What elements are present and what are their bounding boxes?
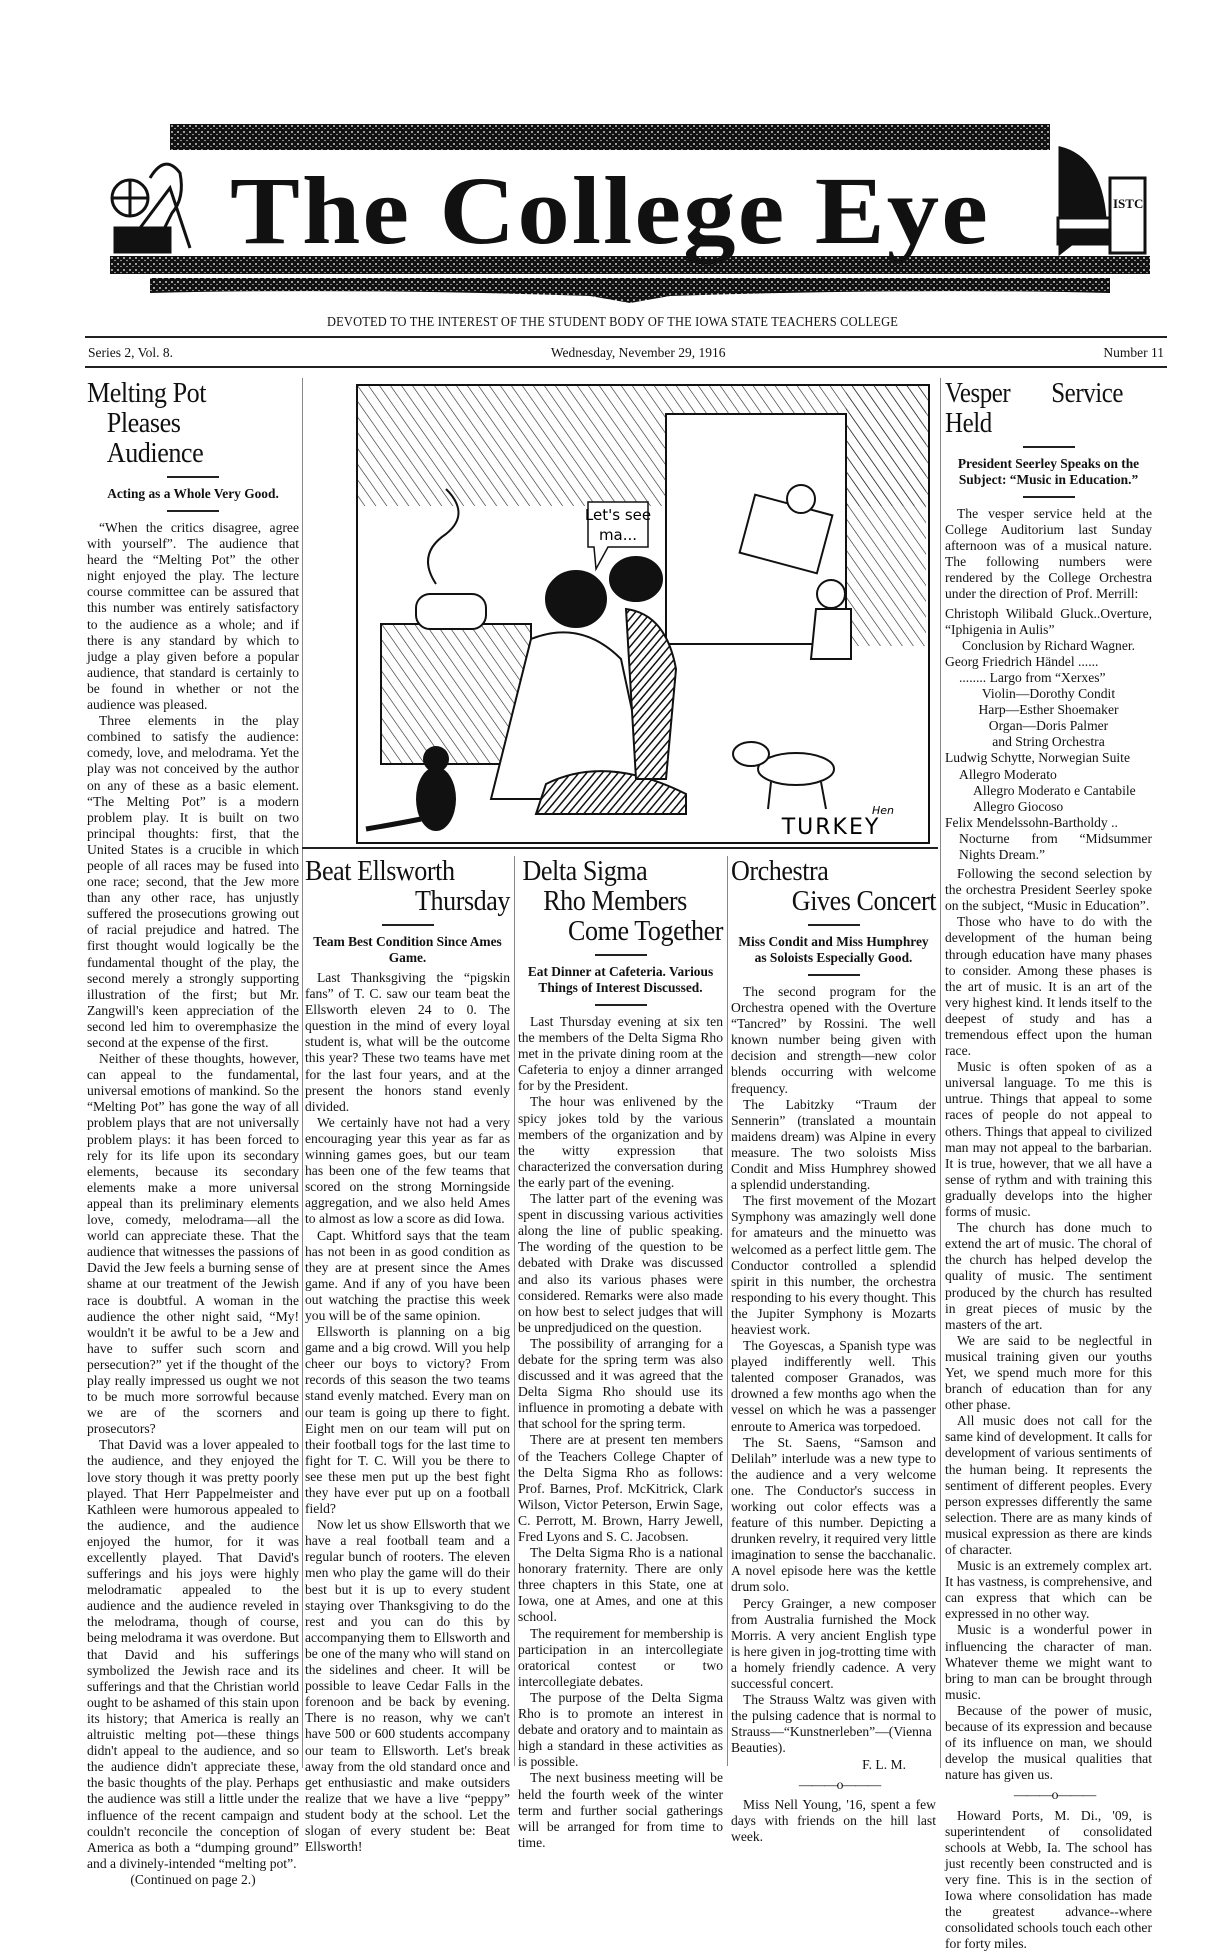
paragraph: The second program for the Orchestra opened with the Overture “Tancred” by Rossini. The well known number being given with decision and strength—new color blends occurring with welcome frequency. — [731, 984, 936, 1097]
news-note: Miss Nell Young, '16, spent a few days with friends on the hill last week. — [731, 1797, 936, 1845]
paragraph: Percy Grainger, a new composer from Australia furnished the Mock Morris. A very ancient English type is here given in jog-trotting time with a homely friendly cadence. A very successful concert. — [731, 1596, 936, 1693]
divider — [167, 510, 219, 512]
article-deck: Miss Condit and Miss Humphrey as Soloists Especially Good. — [731, 934, 936, 966]
paragraph: All music does not call for the same kind of development. It calls for development of various sentiments of the human being. It represents the sentiment of different peoples. Every person expresses differently the same selection. There are as many kinds of musical expression as there are kinds of character. — [945, 1413, 1152, 1558]
article-melting-pot — [87, 378, 299, 1888]
paragraph: “When the critics disagree, agree with yourself”. The audience that heard the “Melting Pot” the other night enjoyed the play. The lecture course committee can be assured that this number was entirely satisfactory to the audience as a whole; and if there is any standard by which to judge a play given before a popular audience, that standard is certainly to be found in whether or not the audience was pleased. — [87, 520, 299, 713]
headline-line: Gives Concert — [752, 886, 937, 916]
program-line: Allegro Moderato e Cantabile — [945, 783, 1152, 799]
news-note: Howard Ports, M. Di., '09, is superintendent of consolidated schools at Webb, Ia. The school has just recently been constructed and is very fine. This is in the section of Iowa where consolidation has made the greatest advance--where consolidated schools touch each other for forty miles. — [945, 1808, 1152, 1952]
divider — [595, 954, 647, 956]
series-volume: Series 2, Vol. 8. — [88, 345, 173, 361]
paragraph: The latter part of the evening was spent in discussing various activities along the line of public speaking. The wording of the question to be debated with Drake was discussed and also its various phases were considered. Remarks were also made on how best to select judges that will be unpredjudiced on the question. — [518, 1191, 723, 1336]
headline-line: Orchestra — [731, 856, 916, 886]
paragraph: The first movement of the Mozart Symphony was amazingly well done for amateurs and the minuetto was welcomed as a perfect little gem. The Conductor controlled a splendid spirit in this number, the orchestra responding to his every thought. This the Jupiter Symphony is Mozarts heaviest work. — [731, 1193, 936, 1338]
continued-note: (Continued on page 2.) — [87, 1872, 299, 1888]
books-shield-icon — [1058, 148, 1145, 253]
article-vesper-service — [945, 378, 1152, 1952]
paragraph: The Strauss Waltz was given with the pulsing cadence that is normal to Strauss—“Kunstnerleben”—(Vienna Beauties). — [731, 1692, 936, 1756]
divider — [167, 476, 219, 478]
divider — [85, 366, 1167, 368]
divider — [302, 847, 938, 849]
artist-signature: Hen — [872, 804, 894, 817]
program-line: Organ—Doris Palmer — [945, 718, 1152, 734]
divider — [85, 336, 1167, 338]
program-line: Allegro Moderato — [945, 767, 1152, 783]
author-initials: F. L. M. — [731, 1757, 936, 1773]
paragraph: The Goyescas, a Spanish type was played indifferently well. This talented composer Granados, was drowned a few months ago when the vessel on which he was a passenger enroute to America was torpedoed. — [731, 1338, 936, 1435]
article-delta-sigma-rho — [518, 856, 723, 1851]
divider — [595, 1004, 647, 1006]
program-line: Allegro Giocoso — [945, 799, 1152, 815]
column-divider — [302, 378, 303, 1768]
article-beat-ellsworth — [305, 856, 510, 1855]
program-line: Violin—Dorothy Condit — [945, 686, 1152, 702]
issue-info-bar — [88, 345, 1164, 361]
article-deck: Acting as a Whole Very Good. — [87, 486, 299, 502]
article-deck: President Seerley Speaks on the Subject: “Music in Education.” — [945, 456, 1152, 488]
paragraph: Now let us show Ellsworth that we have a real football team and a regular bunch of rooters. The eleven men who play the game will do their best but it is up to every student staying over Thanksgiving to do the rest and you can do this by accompanying them to Ellsworth and be one of the many who will stand on the sidelines and cheer. It will be possible to leave Cedar Falls in the forenoon and be back by evening. There is no reason, why we can't have 500 or 600 students accompany our team to Ellsworth. Let's break away from the old standard once and get enthusiastic and make outsiders realize that we have a live “peppy” student body at the school. Let the slogan of every student be: Beat Ellsworth! — [305, 1517, 510, 1855]
program-line: Felix Mendelssohn-Bartholdy .. — [945, 815, 1152, 831]
divider — [808, 974, 860, 976]
article-body — [731, 984, 936, 1757]
cartoon-illustration — [356, 384, 930, 844]
headline-line: Beat Ellsworth — [305, 856, 490, 886]
paragraph: The next business meeting will be held the fourth week of the winter term and further social gatherings will be arranged for from time to time. — [518, 1770, 723, 1850]
paragraph: The purpose of the Delta Sigma Rho is to promote an interest in debate and oratory and to maintain as high a standard in these activities as is possible. — [518, 1690, 723, 1770]
headline-line: Pleases Audience — [87, 408, 278, 468]
paragraph: Neither of these thoughts, however, can appeal to the fundamental, universal emotions of mankind. So the “Melting Pot” has gone the way of all problem plays that are not universally problem plays: it has been forced to rely for its life upon its secondary elements, because its secondary elements make a more universal appeal than its preliminary elements love, comedy, melodrama—all the world can appreciate these. That the audience that witnesses the passions of David the Jew feels a burning sense of shame at our treatment of the Jewish race is doubtful. A woman in the audience the other night said, “My! wouldn't it be awful to be a Jew and have to suffer such scorn and persecution?” yet if the thought of the play really impressed us ought we not to be much more sorrowful because we are of the scorners and prosecutors? — [87, 1051, 299, 1437]
article-body — [87, 520, 299, 1872]
paragraph: Music is an extremely complex art. It has vastness, is comprehensive, and can express that which can be expressed in no other way. — [945, 1558, 1152, 1622]
article-body — [518, 1014, 723, 1851]
masthead-title: The College Eye — [230, 157, 990, 264]
paragraph: Those who have to do with the development of the human being through education have many phases to consider. Among these phases is the art of music. It is an art of the very highest kind. It lends itself to the deepest of study and has a tremendous effect upon the human race. — [945, 914, 1152, 1059]
article-orchestra-concert — [731, 856, 936, 1845]
headline-line: Rho Members — [518, 886, 703, 916]
cartoon-caption: TURKEY — [781, 815, 881, 840]
paragraph: Three elements in the play combined to satisfy the audience: comedy, love, and melodrama. Yet the play was not conceived by the author on any of these as a basic element. “The Melting Pot” is a modern problem play. It is built on two principal thoughts: first, that the United States is a crucible in which people of all races may be fused into one race; second, that the Jew more than any other race, has unjustly suffered the prosecutions growing out of racial prejudice and hatred. The first thought would logically be the fundamental thought of the play, the second merely a strongly supporting illustration of the first; but Mr. Zangwill's keen appreciation of the second led him to overemphasize the second at the expense of the first. — [87, 713, 299, 1051]
program-list — [945, 606, 1152, 864]
paragraph: The church has done much to extend the art of music. The choral of the church has helped develop the quality of music. The sentiment produced by the church has resulted in great pieces of music by the masters of the art. — [945, 1220, 1152, 1333]
divider — [382, 924, 434, 926]
svg-text:Let's see: Let's see — [585, 506, 651, 524]
paragraph: We are said to be neglectful in musical training given our youths Yet, we spend much more for this branch of education than for any other phase. — [945, 1333, 1152, 1413]
article-deck: Team Best Condition Since Ames Game. — [305, 934, 510, 966]
article-deck: Eat Dinner at Cafeteria. Various Things of Interest Discussed. — [518, 964, 723, 996]
headline: Vesper Service Held — [945, 378, 1123, 438]
divider — [1023, 496, 1075, 498]
paragraph: Capt. Whitford says that the team has not been in as good condition as they are at present since the Ames game. And if any of you have been out watching the practise this week you will be of the same opinion. — [305, 1228, 510, 1325]
paragraph: The hour was enlivened by the spicy jokes told by the various members of the organization and by the witty expression that characterized the conversation during the early part of the evening. — [518, 1094, 723, 1191]
column-divider — [514, 856, 515, 1766]
program-line: and String Orchestra — [945, 734, 1152, 750]
program-line: Christoph Wilibald Gluck..Overture, “Iphigenia in Aulis” — [945, 606, 1152, 638]
paragraph: Music is a wonderful power in influencing the character of man. Whatever theme we might want to bring to man can be brought through music. — [945, 1622, 1152, 1702]
paragraph: Ellsworth is planning on a big game and a big crowd. Will you help cheer our boys to victory? From records of this season the two teams stand evenly matched. Every man on our team is going up there to fight. Eight men on our team will put on their football togs for the last time to fight for T. C. Will you be there to see these men put up the best fight they have ever put up on a football field? — [305, 1324, 510, 1517]
paragraph: Last Thanksgiving the “pigskin fans” of T. C. saw our team beat the Ellsworth eleven 24 to 0. The question in the mind of every loyal student is, what will be the outcome this year? These two teams have met for the last four years, and at the present the honors stand evenly divided. — [305, 970, 510, 1115]
paragraph: Following the second selection by the orchestra President Seerley spoke on the subject, “Music in Education”. — [945, 866, 1152, 914]
paragraph: The Delta Sigma Rho is a national honorary fraternity. There are only three chapters in this State, one at Iowa, one at Ames, and one at this school. — [518, 1545, 723, 1625]
paragraph: There are at present ten members of the Teachers College Chapter of the Delta Sigma Rho as follows: Prof. Barnes, Prof. McKitrick, Clark Wilson, Victor Peterson, Erwin Sage, C. Perrott, M. Brown, Harry Jewell, Fred Lyons and S. C. Jacobsen. — [518, 1432, 723, 1545]
program-line: Ludwig Schytte, Norwegian Suite — [945, 750, 1152, 766]
paragraph: The possibility of arranging for a debate for the spring term was also discussed and it was agreed that the Delta Sigma Rho should use its influence in promoting a debate with that school for the spring term. — [518, 1336, 723, 1433]
divider — [1023, 446, 1075, 448]
article-body — [305, 970, 510, 1855]
paragraph: The Labitzky “Traum der Sennerin” (translated a mountain maidens dream) was Alpine in every measure. The two soloists Miss Condit and Miss Humphrey showed a splendid understanding. — [731, 1097, 936, 1194]
column-divider — [727, 856, 728, 1766]
paragraph: The requirement for membership is participation in an intercollegiate oratorical contest or two intercollegiate debates. — [518, 1626, 723, 1690]
masthead-slogan: DEVOTED TO THE INTEREST OF THE STUDENT BODY OF THE IOWA STATE TEACHERS COLLEGE — [49, 314, 1176, 330]
program-line: Georg Friedrich Händel ...... — [945, 654, 1152, 670]
article-body — [945, 866, 1152, 1783]
masthead-logo — [110, 118, 1150, 303]
headline-line: Delta Sigma — [518, 856, 703, 886]
paragraph: The vesper service held at the College Auditorium last Sunday afternoon was of a musical nature. The following numbers were rendered by the College Orchestra under the direction of Prof. Merrill: — [945, 506, 1152, 603]
paragraph: Because of the power of music, because of its expression and because of its influence on man, we should develop the musical qualities that nature has given us. — [945, 1703, 1152, 1783]
program-line: Conclusion by Richard Wagner. — [945, 638, 1152, 654]
headline-line: Come Together — [539, 916, 724, 946]
svg-text:ma...: ma... — [599, 526, 637, 544]
issue-date: Wednesday, Nevember 29, 1916 — [551, 345, 726, 361]
program-line: Nocturne from “Midsummer Nights Dream.” — [945, 831, 1152, 863]
paragraph: The St. Saens, “Samson and Delilah” interlude was a new type to the audience and a very welcome one. The Conductor's success in working out color effects was a feature of this number. Depicting a drunken revelry, it required very little imagination to sense the bacchanalic. A novel episode here was the kettle drum solo. — [731, 1435, 936, 1596]
svg-text:ISTC: ISTC — [1113, 196, 1143, 211]
paragraph: We certainly have not had a very encouraging year this year as far as winning games goes, but our team has been one of the few teams that scored on the strong Morningside aggregation, and we also held Ames to almost as low a score as did Iowa. — [305, 1115, 510, 1228]
divider — [808, 924, 860, 926]
paragraph: Music is often spoken of as a universal language. To me this is untrue. Things that appeal to some races of people do not appeal to others. Things that appeal to civilized man may not appeal to the barbarian. It is true, however, that we all have a sense of rythm and with training this gradually develops into the higher forms of music. — [945, 1059, 1152, 1220]
separator: ———o——— — [731, 1777, 936, 1793]
program-line: ........ Largo from “Xerxes” — [945, 670, 1152, 686]
issue-number: Number 11 — [1103, 345, 1164, 361]
separator: ———o——— — [945, 1787, 1152, 1803]
paragraph: That David was a lover appealed to the audience, and they enjoyed the love story though it was pretty poorly played. That Herr Pappelmeister and Kathleen were humorous appealed to the audience, and the audience enjoyed the humor, for it was excellently played. That David's sufferings and his joys were highly melodramatic appealed to the audience and the audience reveled in the melodrama, though of course, being melodrama it was overdone. But that David and his sufferings symbolized the Jewish race and its sufferings and that the Christian world ought to be ashamed of this stain upon its history; that America is really an altruistic melting pot—these things didn't appeal to the audience, and so the audience didn't appreciate these, the basic thoughts of the play. Perhaps the audience was still a little under the influence of the recent campaign and couldn't reconcile the conception of America as both a “dumping ground” and a divinely-intended “melting pot”. — [87, 1437, 299, 1872]
headline-line: Melting Pot — [87, 378, 278, 408]
program-line: Harp—Esther Shoemaker — [945, 702, 1152, 718]
paragraph: Last Thursday evening at six ten the members of the Delta Sigma Rho met in the private dining room at the Cafeteria to enjoy a dinner arranged for by the President. — [518, 1014, 723, 1094]
column-divider — [940, 378, 941, 1768]
headline-line: Thursday — [326, 886, 511, 916]
